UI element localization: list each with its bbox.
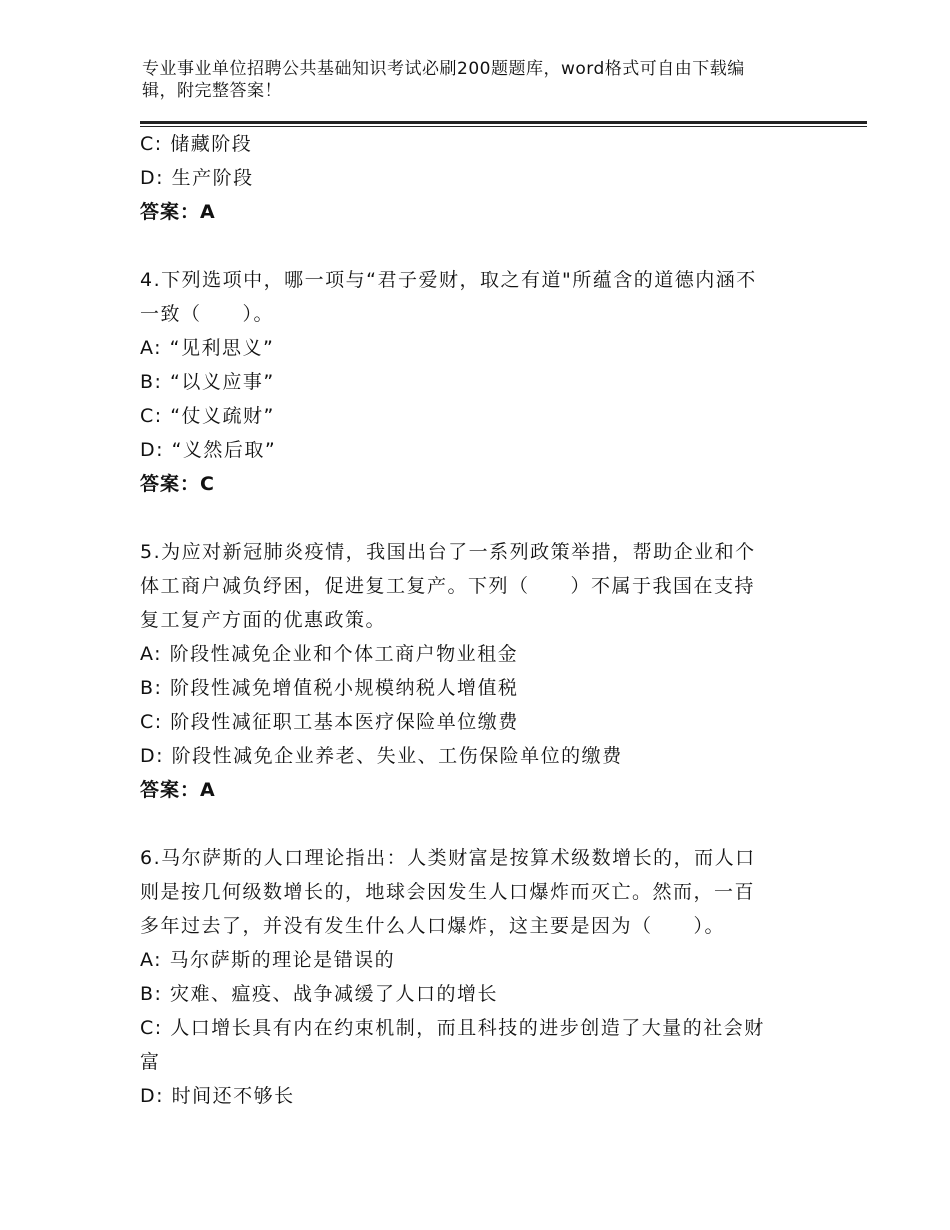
q4-stem-line-2: 一致（ ）。 (140, 303, 275, 325)
q3-option-c: C: 储藏阶段 (140, 133, 253, 155)
q5-stem-line-1: 5.为应对新冠肺炎疫情，我国出台了一系列政策举措，帮助企业和个 (140, 541, 756, 563)
q5-option-c: C: 阶段性减征职工基本医疗保险单位缴费 (140, 711, 519, 733)
q6-stem-line-3: 多年过去了，并没有发生什么人口爆炸，这主要是因为（ ）。 (140, 915, 726, 937)
q5-stem-line-2: 体工商户减负纾困，促进复工复产。下列（ ）不属于我国在支持 (140, 575, 756, 597)
q3-answer: 答案：A (140, 201, 216, 223)
spacer (140, 807, 820, 841)
q4-option-b: B: “以义应事” (140, 371, 275, 393)
q5-option-b: B: 阶段性减免增值税小规模纳税人增值税 (140, 677, 519, 699)
question-6-block (140, 841, 820, 1113)
q4-option-a: A: “见利思义” (140, 337, 275, 359)
question-content (140, 127, 820, 1113)
q6-option-c-line-2: 富 (140, 1051, 161, 1073)
q3-option-d: D: 生产阶段 (140, 167, 254, 189)
q5-option-a: A: 阶段性减免企业和个体工商户物业租金 (140, 643, 519, 665)
header-divider-thick (140, 121, 867, 124)
q6-stem-line-1: 6.马尔萨斯的人口理论指出：人类财富是按算术级数增长的，而人口 (140, 847, 756, 869)
header-line-1: 专业事业单位招聘公共基础知识考试必刷200题题库，word格式可自由下载编 (142, 59, 745, 79)
q5-stem-line-3: 复工复产方面的优惠政策。 (140, 609, 387, 631)
q6-option-a: A: 马尔萨斯的理论是错误的 (140, 949, 396, 971)
q4-option-d: D: “义然后取” (140, 439, 277, 461)
spacer (140, 229, 820, 263)
q6-option-b: B: 灾难、瘟疫、战争减缓了人口的增长 (140, 983, 498, 1005)
q4-stem-line-1: 4.下列选项中，哪一项与“君子爱财，取之有道"所蕴含的道德内涵不 (140, 269, 757, 291)
q6-option-d: D: 时间还不够长 (140, 1085, 295, 1107)
header-line-2: 辑，附完整答案！ (142, 81, 282, 101)
q5-option-d: D: 阶段性减免企业养老、失业、工伤保险单位的缴费 (140, 745, 623, 767)
question-5-block (140, 535, 820, 807)
question-4-block (140, 263, 820, 501)
q4-option-c: C: “仗义疏财” (140, 405, 275, 427)
page-header (142, 58, 802, 102)
q6-option-c-line-1: C: 人口增长具有内在约束机制，而且科技的进步创造了大量的社会财 (140, 1017, 765, 1039)
question-3-block (140, 127, 820, 229)
q4-answer: 答案：C (140, 473, 215, 495)
q5-answer: 答案：A (140, 779, 216, 801)
spacer (140, 501, 820, 535)
q6-stem-line-2: 则是按几何级数增长的，地球会因发生人口爆炸而灭亡。然而，一百 (140, 881, 756, 903)
